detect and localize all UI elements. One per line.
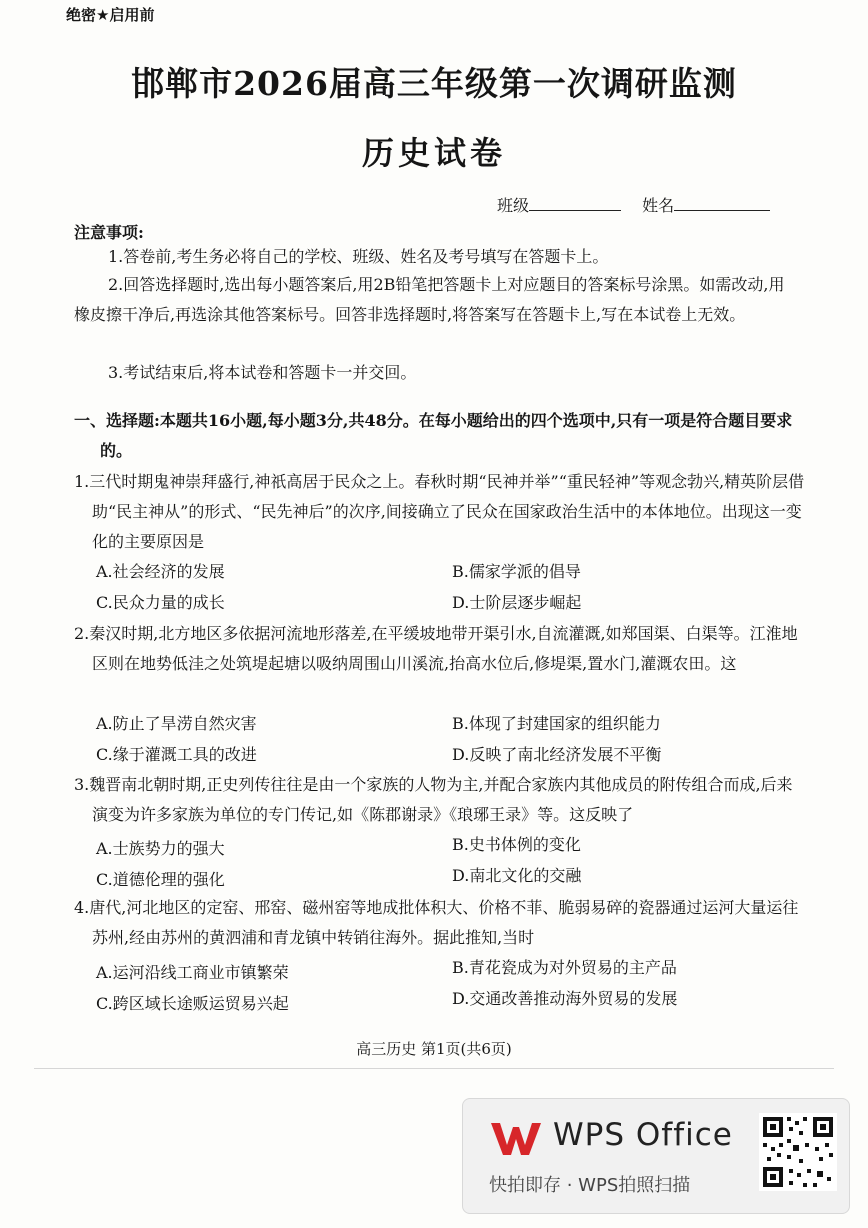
qr-code-icon[interactable] <box>759 1113 837 1191</box>
student-info-row <box>497 193 770 216</box>
section-heading: 一、选择题:本题共16小题,每小题3分,共48分。在每小题给出的四个选项中,只有一项是符合题目要求的。 <box>74 411 793 460</box>
wps-logo-icon <box>489 1119 543 1159</box>
exam-subtitle: 历史试卷 <box>361 134 506 172</box>
class-label: 班级 <box>497 196 530 215</box>
option-a: A.运河沿线工商业市镇繁荣 <box>96 963 289 982</box>
notice-heading: 注意事项: <box>74 223 144 242</box>
question-stem: 3.魏晋南北朝时期,正史列传往往是由一个家族的人物为主,并配合家族内其他成员的附传组合而成,后来演变为许多家族为单位的专门传记,如《陈郡谢录》《琅琊王录》等。这反映了 <box>74 775 793 824</box>
option-d: D.士阶层逐步崛起 <box>452 593 582 612</box>
question-stem: 2.秦汉时期,北方地区多依据河流地形落差,在平缓坡地带开渠引水,自流灌溉,如郑国渠、白渠等。江淮地区则在地势低洼之处筑堤起塘以吸纳周围山川溪流,抬高水位后,修堤渠,置水门,灌溉农田。这 <box>74 624 798 673</box>
exam-title: 邯郸市2026届高三年级第一次调研监测 <box>131 64 737 103</box>
option-d: D.反映了南北经济发展不平衡 <box>452 745 662 764</box>
option-b: B.儒家学派的倡导 <box>452 562 581 581</box>
class-blank <box>529 196 621 211</box>
option-a: A.防止了旱涝自然灾害 <box>96 714 257 733</box>
notice-item: 2.回答选择题时,选出每小题答案后,用2B铅笔把答题卡上对应题目的答案标号涂黑。如需改动,用橡皮擦干净后,再选涂其他答案标号。回答非选择题时,将答案写在答题卡上,写在本试卷上无效。 <box>74 275 785 324</box>
option-d: D.南北文化的交融 <box>452 866 582 885</box>
option-b: B.青花瓷成为对外贸易的主产品 <box>452 958 677 977</box>
wps-brand: WPS Office <box>553 1117 733 1153</box>
option-c: C.跨区域长途贩运贸易兴起 <box>96 994 289 1013</box>
option-a: A.社会经济的发展 <box>96 562 225 581</box>
option-b: B.体现了封建国家的组织能力 <box>452 714 661 733</box>
question-stem: 4.唐代,河北地区的定窑、邢窑、磁州窑等地成批体积大、价格不菲、脆弱易碎的瓷器通过运河大量运往苏州,经由苏州的黄泗浦和青龙镇中转销往海外。据此推知,当时 <box>74 898 799 947</box>
question-stem: 1.三代时期鬼神崇拜盛行,神祇高居于民众之上。春秋时期“民神并举”“重民轻神”等观念勃兴,精英阶层借助“民主神从”的形式、“民先神后”的次序,间接确立了民众在国家政治生活中的本体地位。出现这一变化的主要原因是 <box>74 472 805 551</box>
notice-item: 3.考试结束后,将本试卷和答题卡一并交回。 <box>108 363 417 382</box>
name-blank <box>674 196 770 211</box>
footer-divider <box>34 1068 834 1069</box>
notice-item: 1.答卷前,考生务必将自己的学校、班级、姓名及考号填写在答题卡上。 <box>108 247 609 266</box>
option-a: A.士族势力的强大 <box>96 839 225 858</box>
wps-watermark <box>462 1098 850 1214</box>
name-label: 姓名 <box>642 196 675 215</box>
option-c: C.缘于灌溉工具的改进 <box>96 745 257 764</box>
option-b: B.史书体例的变化 <box>452 835 581 854</box>
page-footer: 高三历史 第1页(共6页) <box>356 1040 512 1058</box>
option-d: D.交通改善推动海外贸易的发展 <box>452 989 678 1008</box>
option-c: C.道德伦理的强化 <box>96 870 225 889</box>
wps-tagline: 快拍即存 · WPS拍照扫描 <box>489 1175 691 1196</box>
secret-mark: 绝密★启用前 <box>66 6 155 24</box>
option-c: C.民众力量的成长 <box>96 593 225 612</box>
